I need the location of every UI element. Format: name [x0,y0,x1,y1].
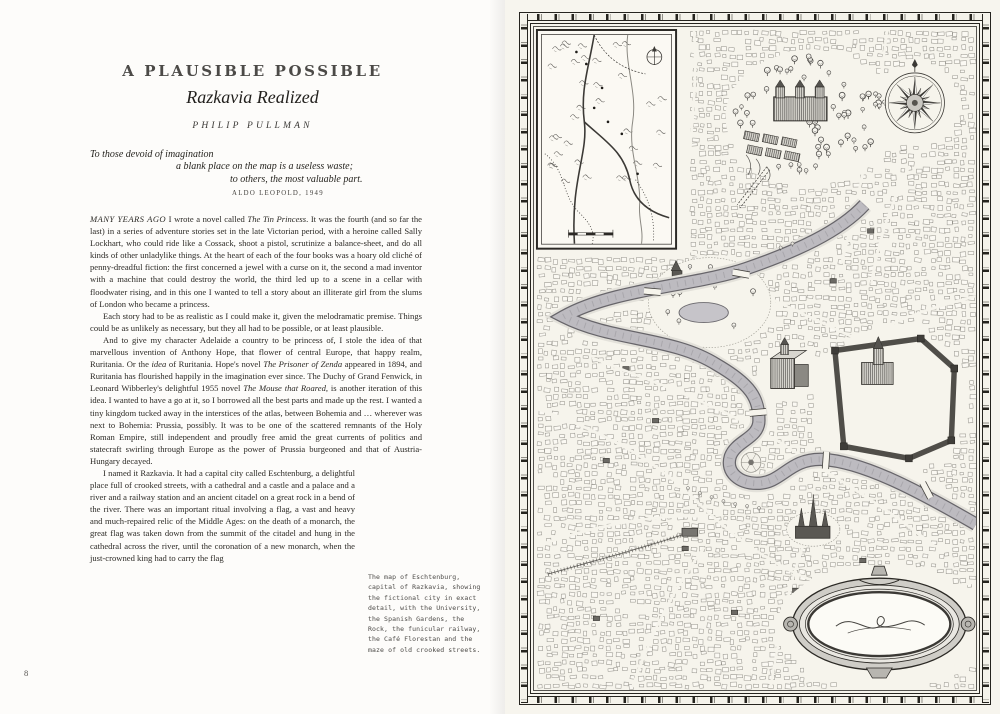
bridge [749,408,766,416]
right-page [505,0,1000,714]
caption-line: The map of Eschtenburg, [368,573,461,581]
bridge [822,452,829,469]
epigraph-line: To those devoid of imagination [90,149,214,160]
caption-line: Rock, the funicular railway, [368,625,481,634]
map-border-left [521,14,528,703]
map-border-top [521,14,989,21]
map-border [519,12,991,705]
body-paragraph: Each story had to be as realistic as I could make it, given the melodramatic premise. Things could be as unlikely as necessary, but they all had to be possible, or at least plausible. [90,310,422,333]
title-block [0,62,505,131]
caption-line: the Café Florestan and the [368,635,473,644]
body-paragraph: MANY YEARS AGO I wrote a novel called The Tin Princess. It was the fourth (and so far the last) in a series of adventure stories set in the late Victorian period, with a heroine called Sally Lockhart, who could ride like a Cossack, shoot a pistol, scrutinize a balance-sheet, and do all kinds of other unladylike things. At the heart of each of the four books was a hoary old cliché of penny-dreadful fiction: the first concerned a jewel with a curse on it, the second a mad inventor with a machine that could destroy the world, the third led up to a scene in a cellar with floodwater rising, and in this one I wanted to tell a story about an illiterate girl from the slums of London who became a princess. [90,214,422,309]
caption-line: detail, with the University, [368,604,481,613]
epigraph-line: a blank place on the map is a useless waste; [176,161,353,173]
caption-line: maze of old crooked streets. [368,645,481,654]
circular-garden [740,451,762,473]
map-canvas [530,23,980,694]
map-border-bottom [521,696,989,703]
inset-regional-map [537,30,676,249]
figure-caption [368,572,494,655]
map-canvas-inner [533,26,977,691]
body-paragraph: I named it Razkavia. It had a capital city called Eschtenburg, a delightful place full of crooked streets, with a cathedral and a castle and a palace and a river and a railway station and an ancient citadel on a great rock in a bend of the river. There was an important ritual involving a flag, a vast and heavy and much-repaired relic of the Middle Ages: on the death of a monarch, the great flag was taken down from the summit of the citadel and hung in the cathedral across the river, until the coronation of a new monarch, when the just-crowned king had to carry the flag [90,467,422,564]
citadel-hill-gardens [725,51,895,183]
page-subtitle: Razkavia Realized [186,87,319,107]
caption-line: capital of Razkavia, showing [368,583,481,592]
author-name: PHILIP PULLMAN [192,121,313,131]
page-number: 8 [24,668,29,678]
map-of-eschtenburg [534,27,976,690]
epigraph-line: to others, the most valuable part. [230,173,363,185]
map-border-right [982,14,989,703]
citadel-building [774,80,827,121]
caption-float-spacer [360,467,422,569]
epigraph [90,149,430,200]
bridge [644,288,661,296]
cartouche [778,565,976,683]
epigraph-attribution: ALDO LEOPOLD, 1949 [232,189,324,197]
caption-line: the fictional city in exact [368,593,477,602]
caption-line: the Spanish Gardens, the [368,614,465,623]
page-title: A PLAUSIBLE POSSIBLE [122,62,383,80]
body-paragraph: And to give my character Adelaide a country to be princess of, I stole the idea of that marvellous invention of Anthony Hope, that flower of central Europe, that happy realm, Ruritania. Or the idea of Ruritania. Hope's novel The Prisoner of Zenda appeared in 1894, and Ruritania has flourished happily in the imagination ever since. The Duchy of Grand Fenwick, in Leonard Wibberley's delightful 1955 novel The Mouse that Roared, is another iteration of this idea. I wanted to have a go at it, so I borrowed all the best parts and made up the rest. I wanted a tiny kingdom tucked away in the interstices of the atlas, between Bohemia and … wherever was next to Bohemia: Prussia, possibly. It was to be one of the scattered remnants of the Holy Roman Empire, still independent and proudly free amid the great currents of politics and statecraft swirling through Europe as the power of Prussia burgeoned and that of Austria-Hungary decayed. [90,334,422,466]
body-paragraphs [90,213,422,569]
